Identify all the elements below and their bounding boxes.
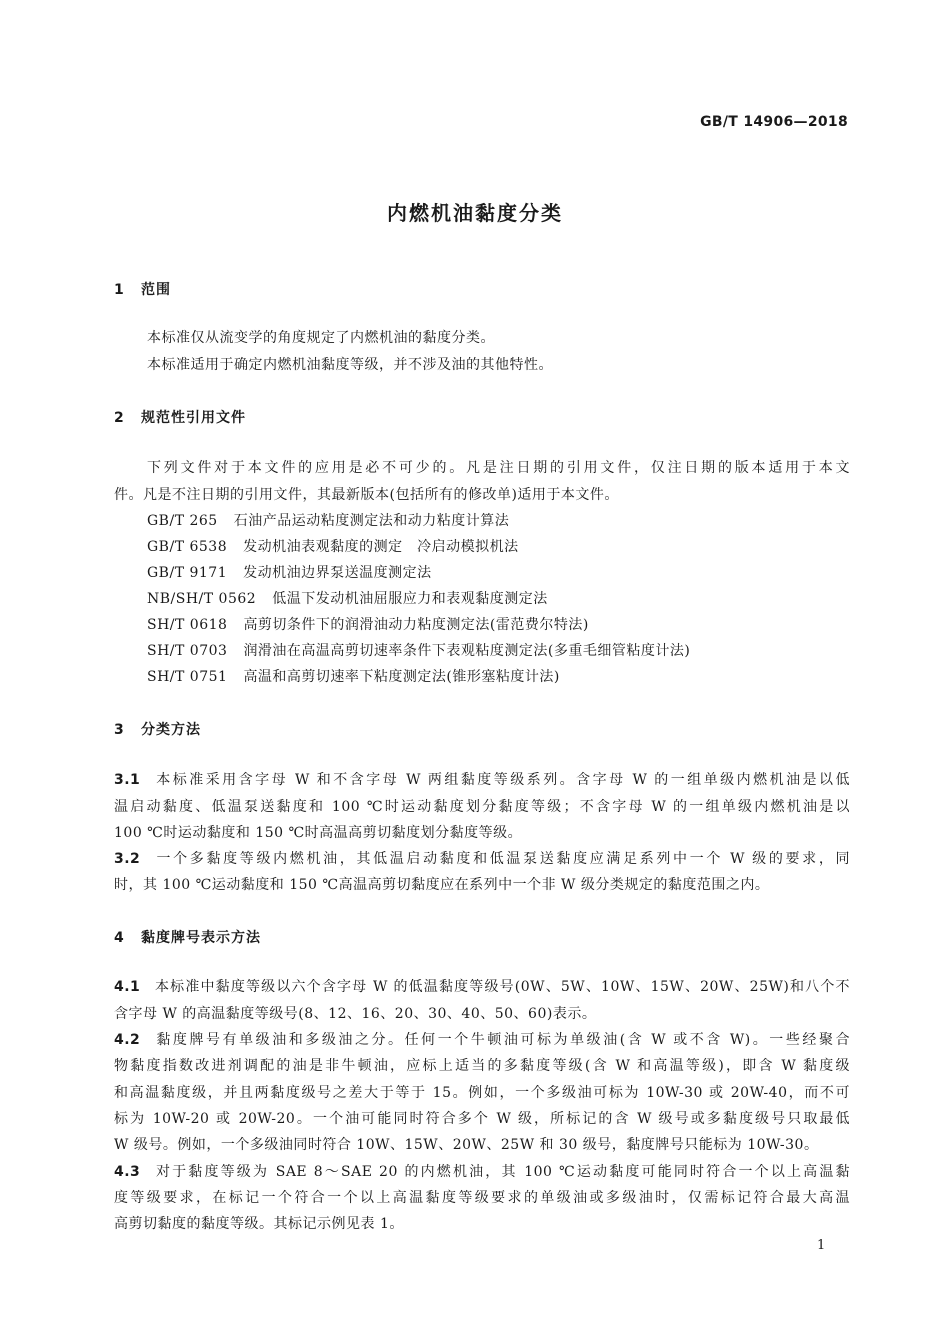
section-4-heading	[114, 927, 261, 947]
paragraph-line: 件。凡是不注日期的引用文件，其最新版本(包括所有的修改单)适用于本文件。	[114, 487, 619, 503]
paragraph-line: 高剪切黏度的黏度等级。其标记示例见表 1。	[114, 1216, 404, 1232]
document-title: 内燃机油黏度分类	[387, 201, 563, 225]
section-title: 范围	[141, 282, 171, 298]
reference-item	[147, 666, 560, 686]
paragraph-line: 度等级要求，在标记一个符合一个以上高温黏度等级要求的单级油或多级油时，仅需标记符合最大高温	[114, 1190, 850, 1206]
reference-title: 石油产品运动粘度测定法和动力粘度计算法	[233, 513, 510, 529]
page-number: 1	[817, 1238, 826, 1253]
clause-3-2-line	[114, 848, 850, 868]
section-number: 4	[114, 930, 125, 946]
reference-title: 低温下发动机油屈服应力和表观黏度测定法	[272, 591, 548, 607]
clause-3-1-line	[114, 769, 850, 789]
paragraph-line: 和高温黏度级，并且两黏度级号之差大于等于 15。例如，一个多级油可标为 10W-30 或 20W-40，而不可	[114, 1085, 850, 1101]
paragraph-line: 含字母 W 的高温黏度等级号(8、12、16、20、30、40、50、60)表示。	[114, 1006, 597, 1022]
paragraph-line: W 级号。例如，一个多级油同时符合 10W、15W、20W、25W 和 30 级号，黏度牌号只能标为 10W-30。	[114, 1137, 819, 1153]
section-number: 2	[114, 410, 125, 426]
clause-number: 3.2	[114, 851, 141, 867]
reference-code: GB/T 9171	[147, 565, 228, 581]
reference-item	[147, 562, 432, 582]
clause-number: 4.1	[114, 979, 141, 995]
clause-4-2-line	[114, 1029, 850, 1049]
paragraph-line: 下列文件对于本文件的应用是必不可少的。凡是注日期的引用文件，仅注日期的版本适用于本文	[147, 460, 850, 476]
clause-number: 4.3	[114, 1164, 141, 1180]
reference-item	[147, 614, 589, 634]
section-title: 分类方法	[141, 722, 201, 738]
clause-text: 对于黏度等级为 SAE 8～SAE 20 的内燃机油，其 100 ℃运动黏度可能同时符合一个以上高温黏	[154, 1164, 850, 1180]
clause-text: 本标准采用含字母 W 和不含字母 W 两组黏度等级系列。含字母 W 的一组单级内燃机油是以低	[154, 772, 850, 788]
reference-item	[147, 640, 690, 660]
clause-number: 4.2	[114, 1032, 141, 1048]
paragraph-line: 100 ℃时运动黏度和 150 ℃时高温高剪切黏度划分黏度等级。	[114, 825, 523, 841]
section-title: 黏度牌号表示方法	[141, 930, 261, 946]
reference-title: 高剪切条件下的润滑油动力粘度测定法(雷范费尔特法)	[243, 617, 589, 633]
paragraph-line: 标为 10W-20 或 20W-20。一个油可能同时符合多个 W 级，所标记的含 W 级号或多黏度级号只取最低	[114, 1111, 850, 1127]
section-number: 1	[114, 282, 125, 298]
paragraph: 本标准适用于确定内燃机油黏度等级，并不涉及油的其他特性。	[147, 357, 553, 373]
paragraph-line: 温启动黏度、低温泵送黏度和 100 ℃时运动黏度划分黏度等级；不含字母 W 的一组单级内燃机油是以	[114, 799, 850, 815]
standard-code: GB/T 14906—2018	[700, 114, 848, 130]
reference-item	[147, 510, 509, 530]
section-2-heading	[114, 407, 246, 427]
reference-code: NB/SH/T 0562	[147, 591, 257, 607]
reference-code: GB/T 265	[147, 513, 218, 529]
paragraph-line: 物黏度指数改进剂调配的油是非牛顿油，应标上适当的多黏度等级(含 W 和高温等级)，即含 W 黏度级	[114, 1058, 850, 1074]
clause-4-1-line	[114, 976, 850, 996]
clause-number: 3.1	[114, 772, 141, 788]
reference-title: 润滑油在高温高剪切速率条件下表观粘度测定法(多重毛细管粘度计法)	[243, 643, 691, 659]
reference-title: 高温和高剪切速率下粘度测定法(锥形塞粘度计法)	[243, 669, 560, 685]
clause-text: 一个多黏度等级内燃机油，其低温启动黏度和低温泵送黏度应满足系列中一个 W 级的要求，同	[154, 851, 850, 867]
reference-title: 发动机油表观黏度的测定 冷启动模拟机法	[243, 539, 519, 555]
section-title: 规范性引用文件	[141, 410, 246, 426]
section-1-heading	[114, 279, 171, 299]
reference-title: 发动机油边界泵送温度测定法	[243, 565, 432, 581]
paragraph-line: 时，其 100 ℃运动黏度和 150 ℃高温高剪切黏度应在系列中一个非 W 级分类规定的黏度范围之内。	[114, 877, 770, 893]
reference-item	[147, 536, 519, 556]
clause-text: 本标准中黏度等级以六个含字母 W 的低温黏度等级号(0W、5W、10W、15W、20W、25W)和八个不	[154, 979, 850, 995]
section-3-heading	[114, 719, 201, 739]
section-number: 3	[114, 722, 125, 738]
reference-code: GB/T 6538	[147, 539, 228, 555]
reference-code: SH/T 0703	[147, 643, 228, 659]
clause-text: 黏度牌号有单级油和多级油之分。任何一个牛顿油可标为单级油(含 W 或不含 W)。一些经聚合	[154, 1032, 850, 1048]
reference-code: SH/T 0751	[147, 669, 228, 685]
reference-code: SH/T 0618	[147, 617, 228, 633]
clause-4-3-line	[114, 1161, 850, 1181]
paragraph: 本标准仅从流变学的角度规定了内燃机油的黏度分类。	[147, 330, 495, 346]
reference-item	[147, 588, 548, 608]
